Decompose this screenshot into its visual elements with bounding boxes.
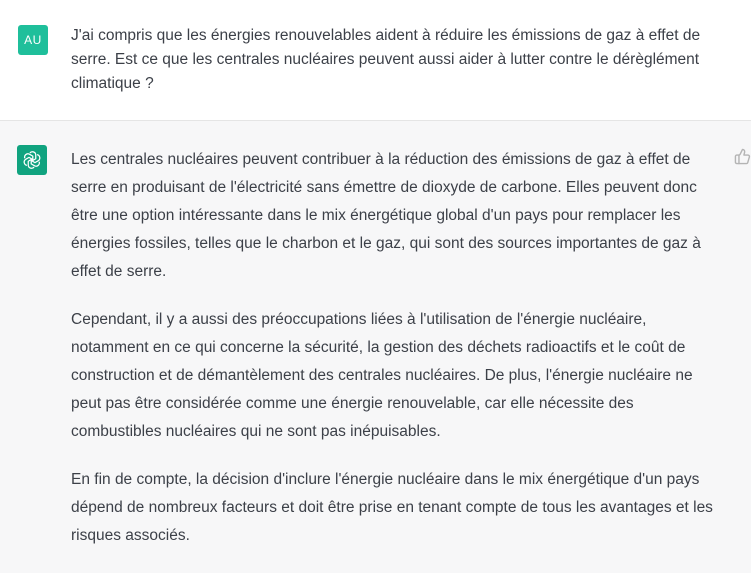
assistant-message-row [0, 121, 751, 573]
user-avatar: AU [18, 25, 48, 55]
answer-paragraph-1: Les centrales nucléaires peuvent contribuer à la réduction des émissions de gaz à effet de serre en produisant de l'électricité sans émettre de dioxyde de carbone. Elles peuvent donc être une option intéressante dans le mix énergétique global d'un pays pour remplacer les énergies fossiles, telles que le charbon et le gaz, qui sont des sources importantes de gaz à effet de serre. [71, 151, 701, 280]
openai-logo-icon [17, 145, 47, 175]
assistant-message-text [71, 146, 723, 570]
user-message-text: J'ai compris que les énergies renouvelables aident à réduire les émissions de gaz à effet de serre. Est ce que les centrales nucléaires peuvent aussi aider à lutter contre le dérèglément climatique ? [71, 27, 701, 92]
answer-paragraph-2: Cependant, il y a aussi des préoccupations liées à l'utilisation de l'énergie nucléaire, notamment en ce qui concerne la sécurité, la gestion des déchets radioactifs et le coût de construction et de démantèlement des centrales nucléaires. De plus, l'énergie nucléaire ne peut pas être considérée comme une énergie renouvelable, car elle nécessite des combustibles nucléaires qui ne sont pas inépuisables. [71, 311, 693, 440]
answer-paragraph-3: En fin de compte, la décision d'inclure l'énergie nucléaire dans le mix énergétique d'un pays dépend de nombreux facteurs et doit être prise en tenant compte de tous les avantages et les risques associés. [71, 471, 713, 544]
user-message-row [0, 0, 751, 121]
thumbs-up-icon[interactable] [734, 148, 751, 165]
